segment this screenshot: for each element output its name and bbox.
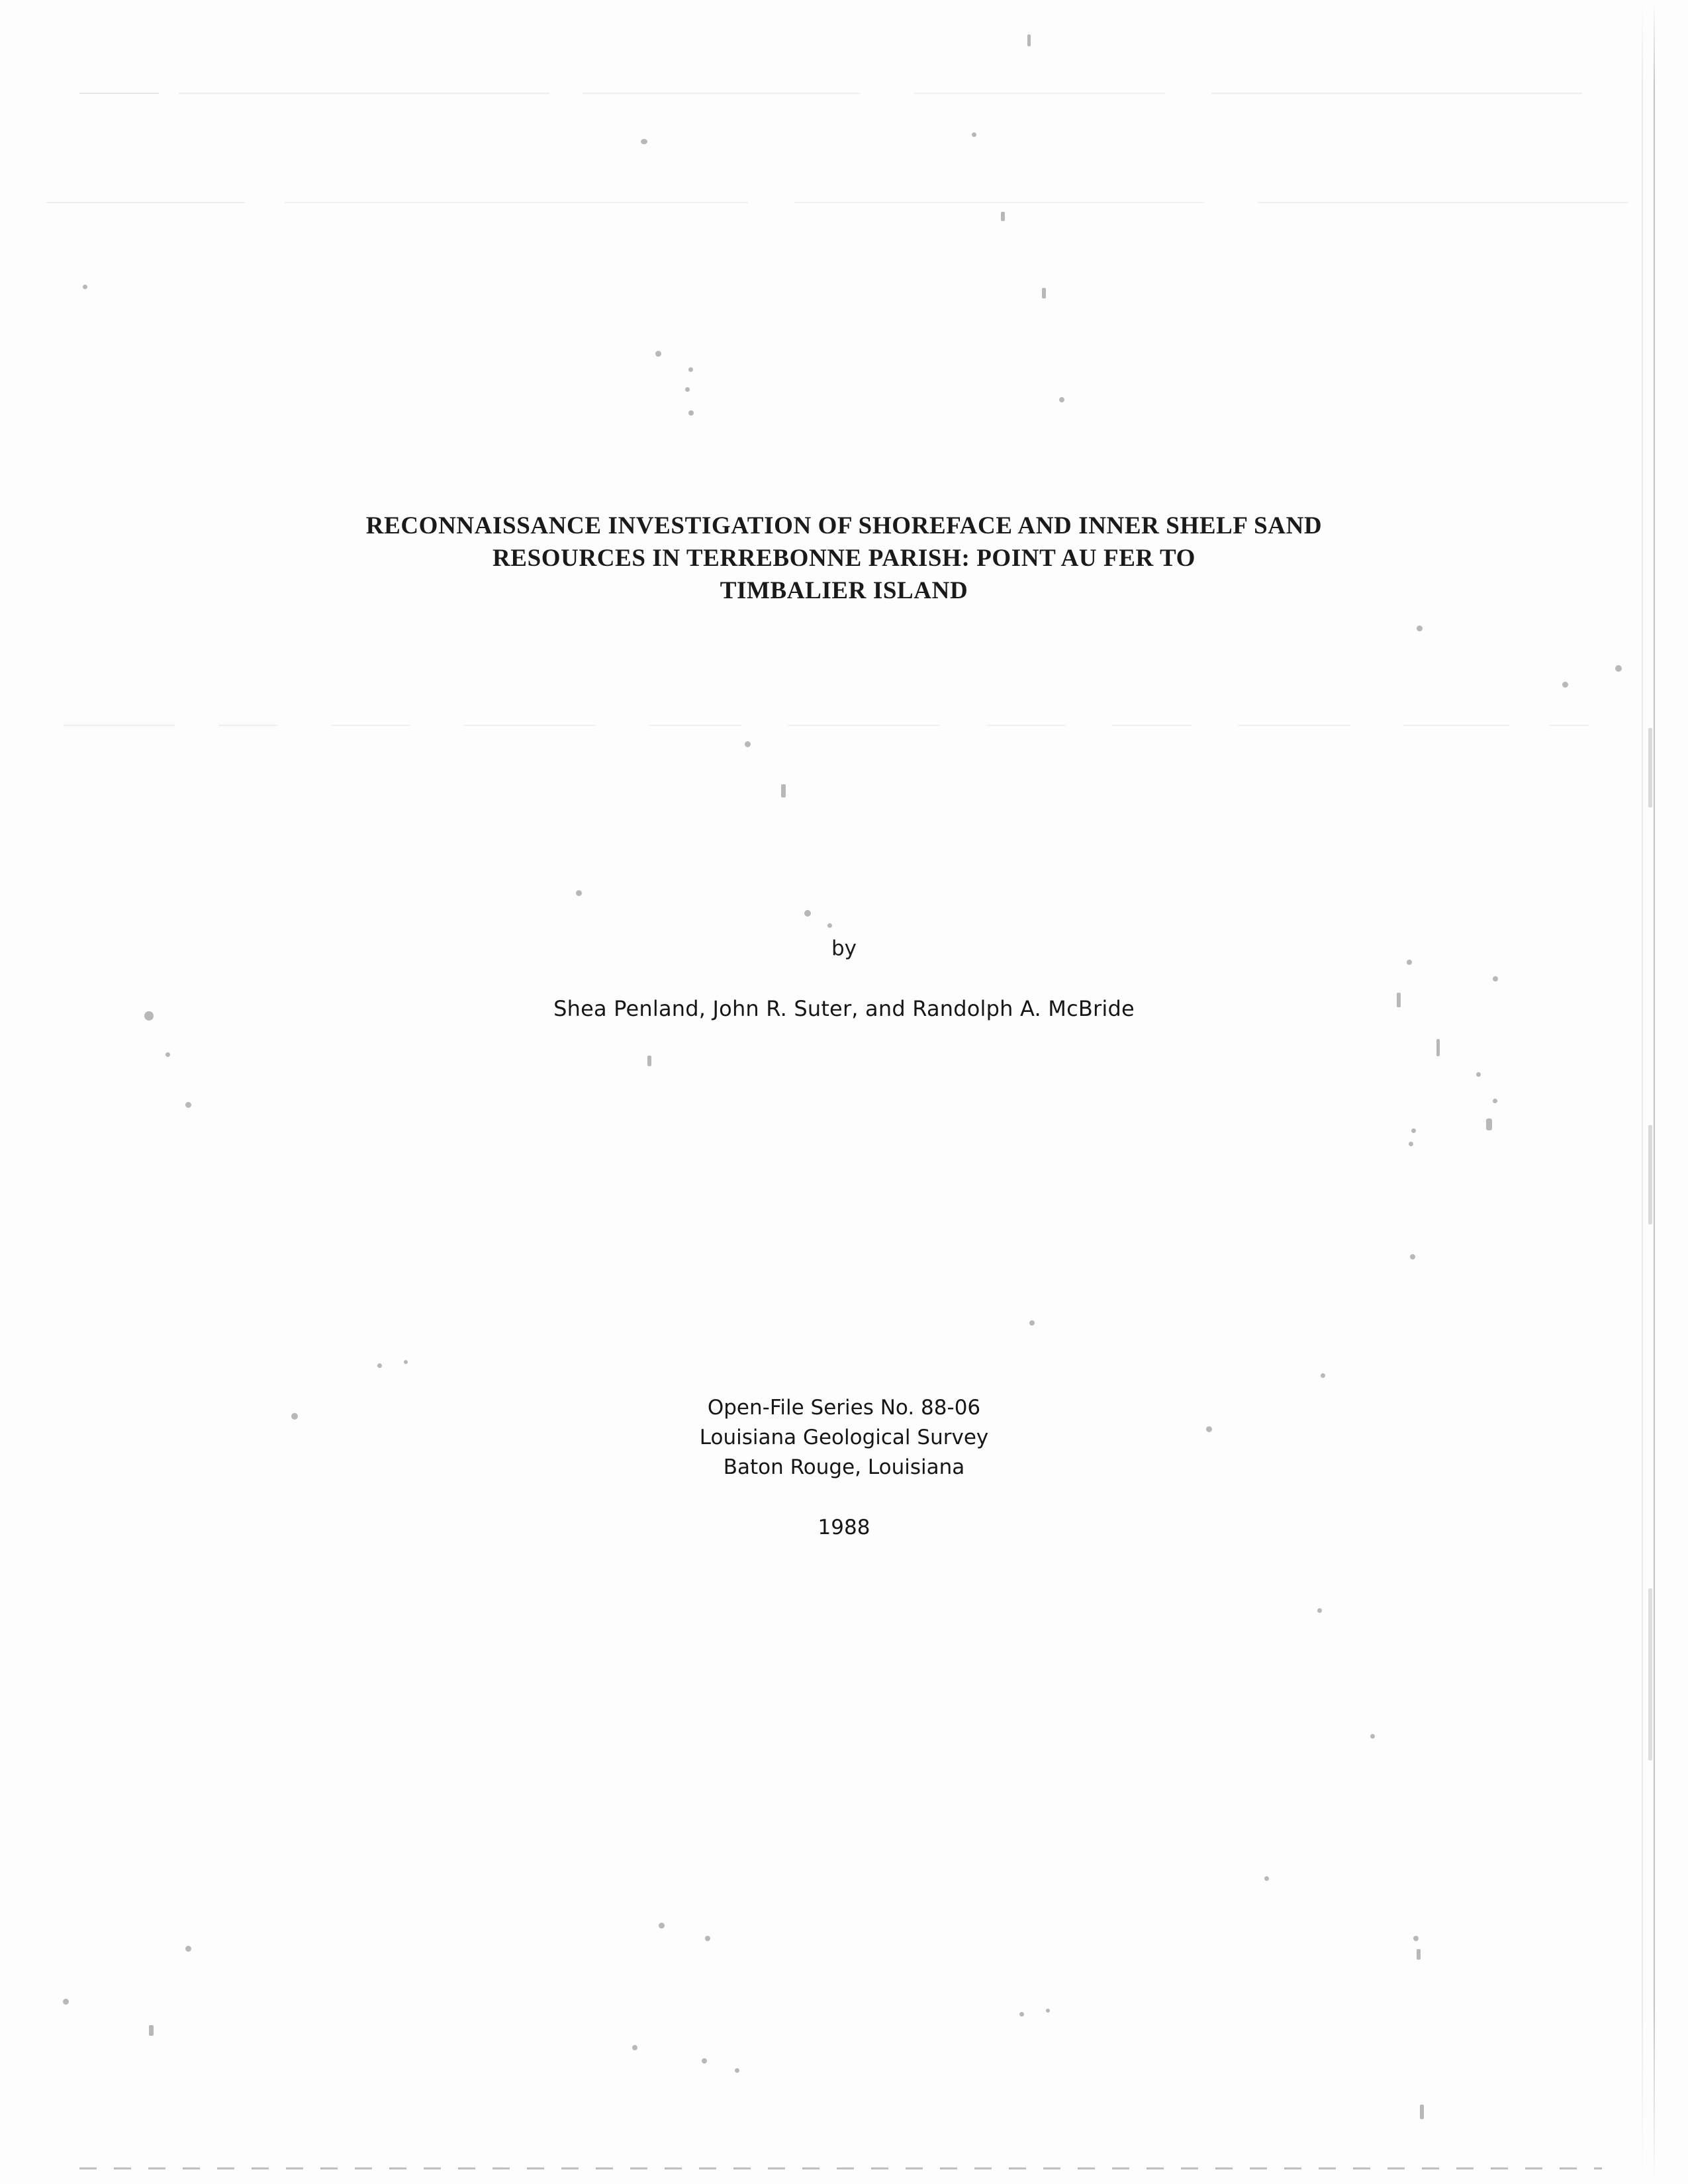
scan-speck bbox=[1019, 2012, 1024, 2017]
scan-speck bbox=[1027, 34, 1031, 46]
scan-speck bbox=[404, 1360, 408, 1364]
scan-speck bbox=[1493, 976, 1498, 981]
title-line-2: RESOURCES IN TERREBONNE PARISH: POINT AU FER TO bbox=[492, 545, 1196, 572]
scan-speck bbox=[83, 285, 87, 289]
scan-speck bbox=[655, 351, 661, 357]
scan-noise-dash bbox=[46, 202, 245, 203]
scan-speck bbox=[685, 387, 690, 392]
scan-speck bbox=[827, 923, 832, 928]
scan-speck bbox=[688, 410, 694, 416]
scan-speck bbox=[1029, 1320, 1035, 1326]
scan-speck bbox=[804, 910, 811, 917]
scan-speck bbox=[1411, 1128, 1416, 1133]
scan-noise-dash bbox=[218, 725, 278, 726]
scan-speck bbox=[576, 890, 582, 896]
scan-speck bbox=[1407, 960, 1412, 965]
scan-noise-dash bbox=[79, 93, 159, 94]
imprint-location: Baton Rouge, Louisiana bbox=[723, 1455, 965, 1479]
scan-speck bbox=[185, 1946, 191, 1952]
scan-speck bbox=[1264, 1876, 1269, 1881]
scan-speck bbox=[1370, 1734, 1375, 1739]
imprint-series: Open-File Series No. 88-06 bbox=[707, 1396, 981, 1420]
scan-noise-dash bbox=[1112, 725, 1192, 726]
scan-speck bbox=[659, 1923, 665, 1929]
scan-noise-dash bbox=[463, 725, 596, 726]
scan-speck bbox=[1420, 2105, 1424, 2119]
scan-speck bbox=[1493, 1099, 1497, 1103]
scan-speck bbox=[781, 784, 786, 797]
scan-noise-dash bbox=[285, 202, 748, 203]
scan-speck bbox=[647, 1056, 651, 1066]
scan-speck bbox=[1648, 1588, 1652, 1760]
scan-speck bbox=[1562, 682, 1568, 688]
scan-speck bbox=[1321, 1373, 1325, 1378]
publication-year: 1988 bbox=[818, 1516, 870, 1539]
scan-speck bbox=[185, 1102, 191, 1108]
scan-speck bbox=[1317, 1608, 1322, 1613]
scan-noise-dash bbox=[583, 93, 861, 94]
scan-speck bbox=[1648, 1125, 1652, 1224]
scan-edge-artifact-secondary bbox=[1642, 0, 1643, 2184]
scan-noise-dash bbox=[1403, 725, 1509, 726]
scan-noise-dash bbox=[914, 93, 1165, 94]
scan-speck bbox=[641, 139, 647, 144]
scan-noise-dash bbox=[1549, 725, 1589, 726]
scan-noise-dash bbox=[331, 725, 410, 726]
scan-speck bbox=[1042, 288, 1046, 298]
scan-speck bbox=[63, 1999, 69, 2005]
document-title bbox=[0, 510, 1688, 607]
scan-bottom-edge-artifact bbox=[79, 2167, 1602, 2169]
scan-speck bbox=[1410, 1254, 1415, 1259]
scan-speck bbox=[149, 2025, 154, 2036]
scan-noise-dash bbox=[179, 93, 549, 94]
scan-speck bbox=[1648, 728, 1652, 807]
scan-speck bbox=[1476, 1072, 1481, 1077]
scan-speck bbox=[377, 1363, 382, 1368]
title-line-3: TIMBALIER ISLAND bbox=[720, 577, 968, 604]
scan-noise-dash bbox=[1238, 725, 1350, 726]
scan-speck bbox=[1001, 212, 1005, 221]
authors-line: Shea Penland, John R. Suter, and Randolph A. McBride bbox=[553, 996, 1135, 1021]
scan-speck bbox=[745, 741, 751, 747]
scan-speck bbox=[632, 2045, 637, 2050]
scan-speck bbox=[1417, 1949, 1421, 1960]
scan-speck bbox=[1417, 625, 1423, 631]
scan-speck bbox=[735, 2068, 739, 2073]
scan-noise-dash bbox=[649, 725, 741, 726]
scan-speck bbox=[1436, 1039, 1440, 1056]
scan-noise-dash bbox=[788, 725, 940, 726]
scan-speck bbox=[972, 132, 976, 137]
scan-noise-dash bbox=[63, 725, 175, 726]
scan-speck bbox=[1486, 1118, 1492, 1130]
scan-noise-dash bbox=[794, 202, 1205, 203]
imprint-block bbox=[0, 1393, 1688, 1482]
byline: by bbox=[831, 936, 857, 960]
scan-noise-dash bbox=[986, 725, 1066, 726]
scan-speck bbox=[1413, 1936, 1419, 1941]
scan-speck bbox=[1615, 665, 1622, 672]
scan-noise-dash bbox=[1258, 202, 1628, 203]
scan-speck bbox=[688, 367, 693, 372]
scan-speck bbox=[1046, 2009, 1050, 2013]
imprint-organization: Louisiana Geological Survey bbox=[699, 1426, 989, 1449]
scan-speck bbox=[702, 2058, 707, 2064]
scan-edge-artifact bbox=[1654, 0, 1655, 2184]
scan-speck bbox=[705, 1936, 710, 1941]
scan-speck bbox=[165, 1052, 170, 1057]
title-line-1: RECONNAISSANCE INVESTIGATION OF SHOREFACE AND INNER SHELF SAND bbox=[365, 512, 1323, 539]
scan-noise-dash bbox=[1211, 93, 1582, 94]
scan-speck bbox=[1059, 397, 1064, 402]
scan-speck bbox=[1409, 1142, 1413, 1146]
